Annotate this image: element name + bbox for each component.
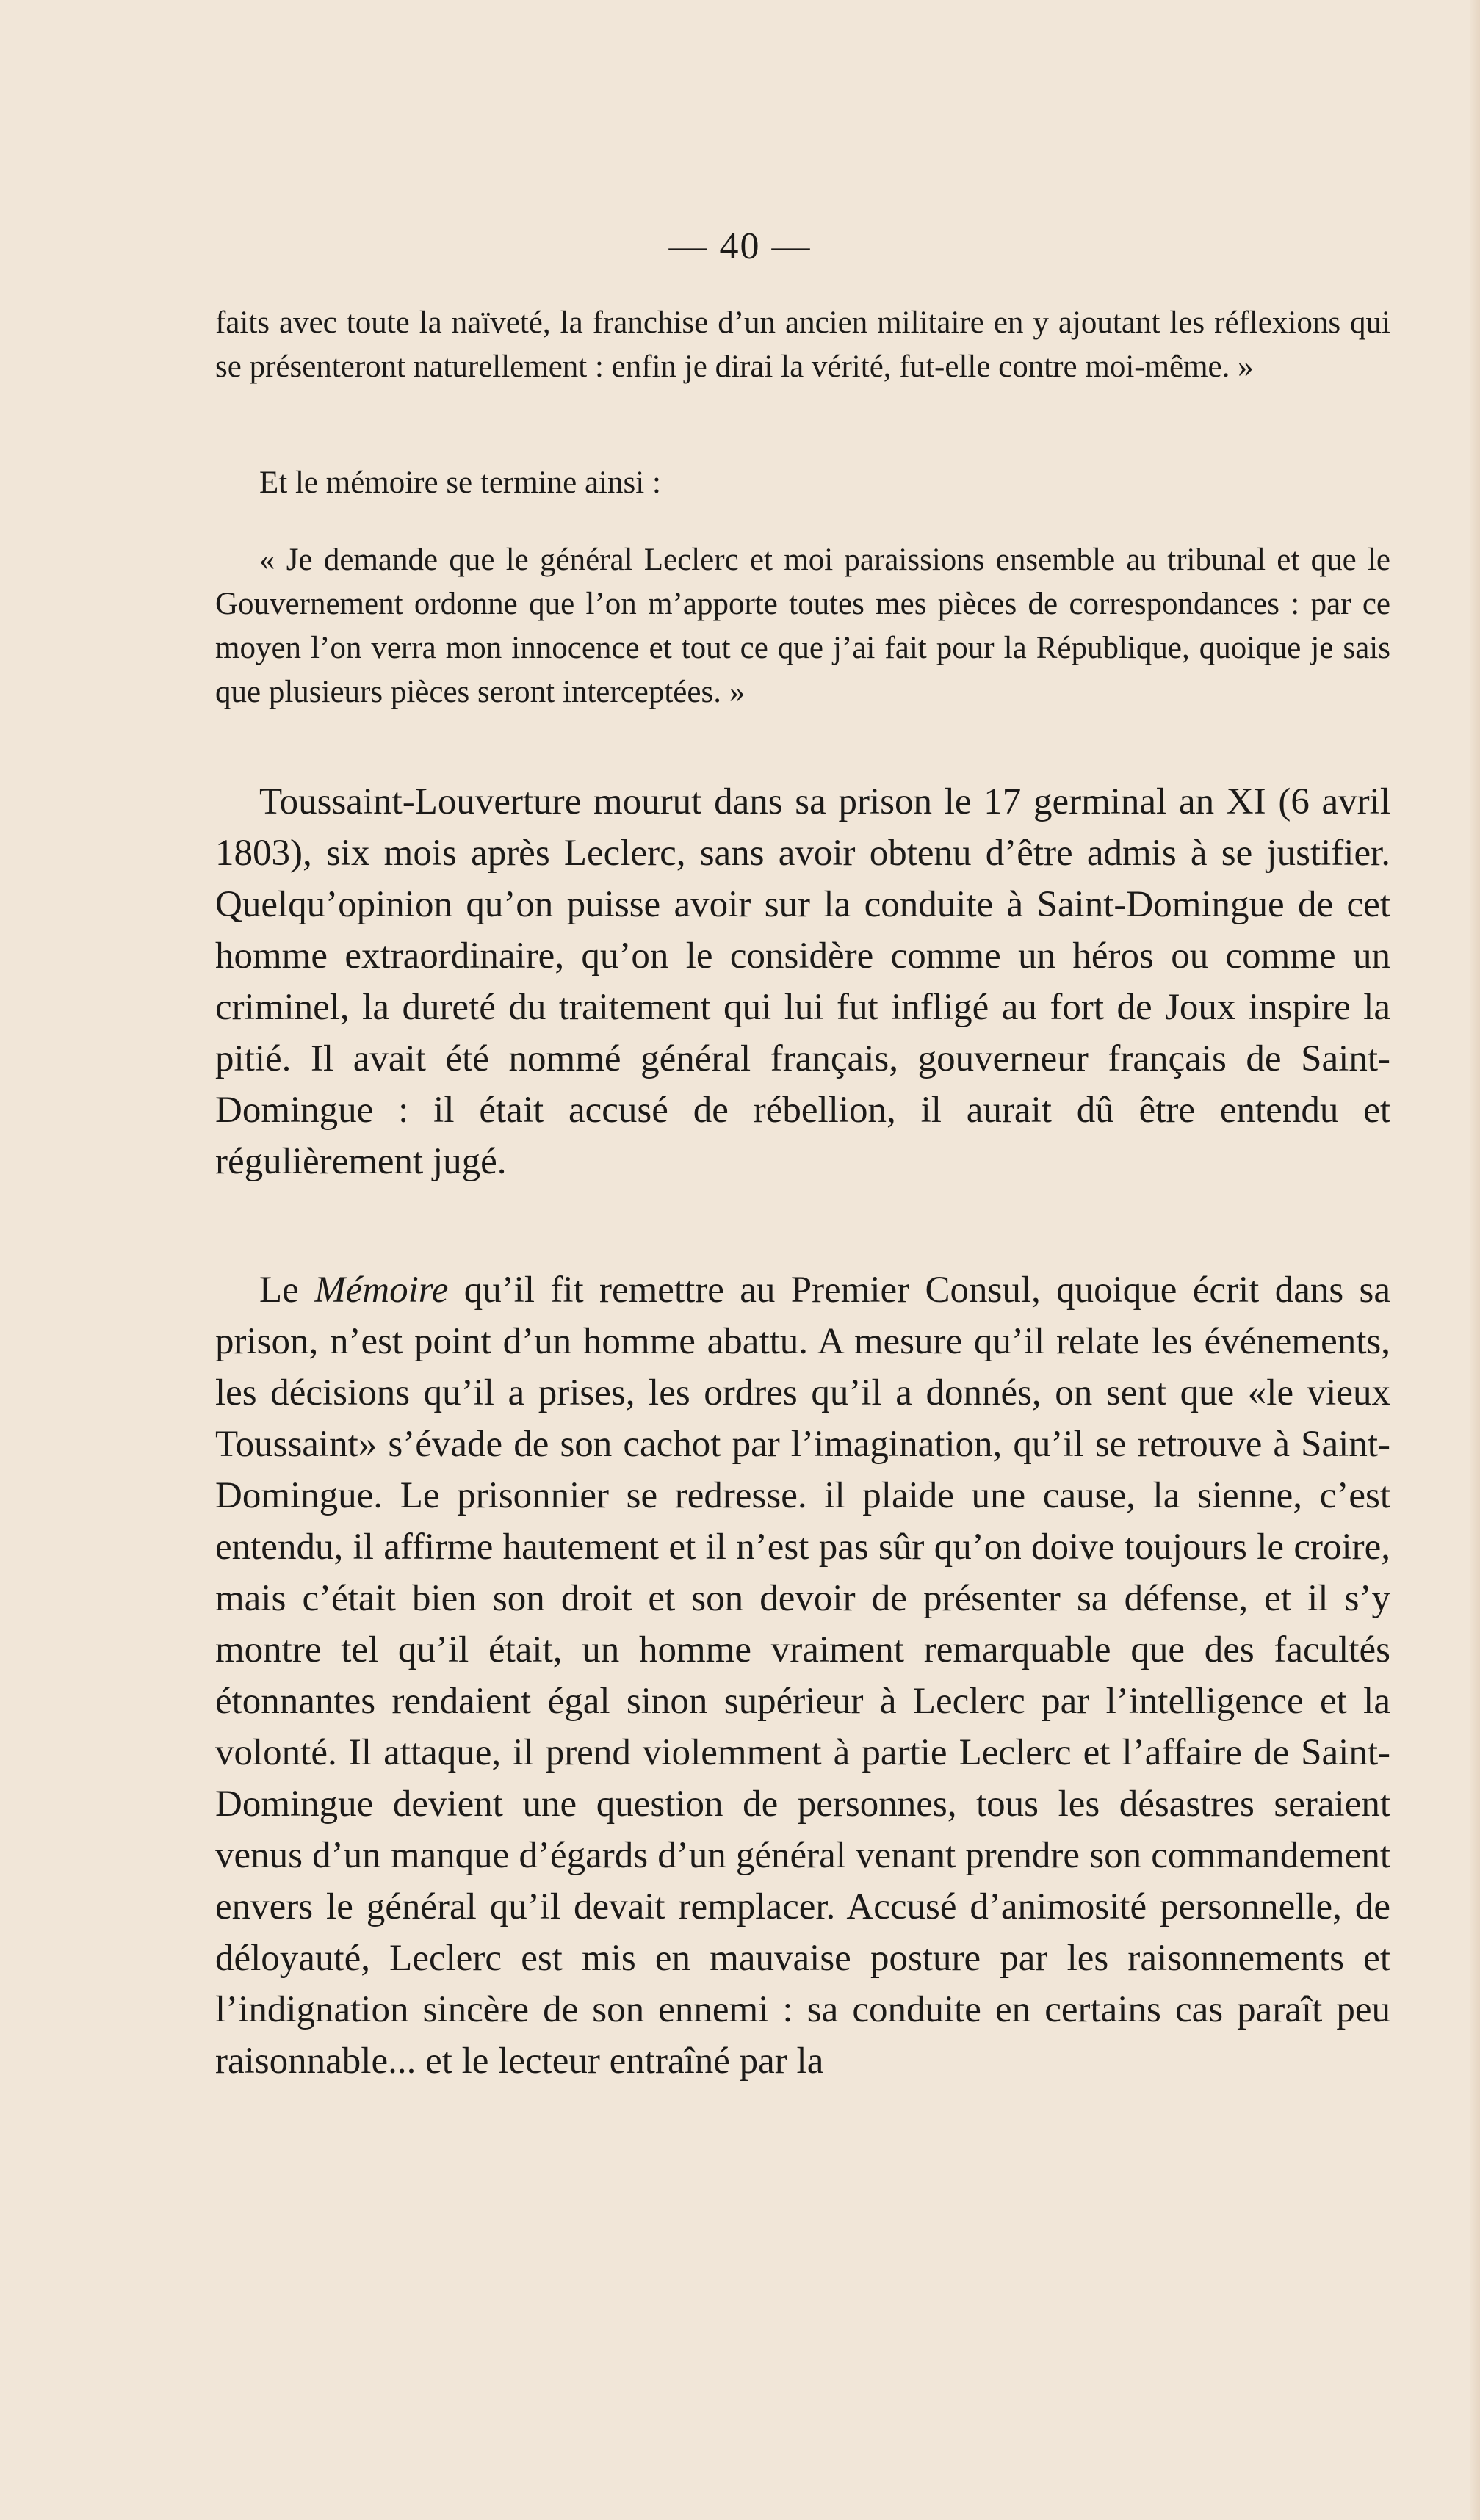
memoire-title: Mémoire	[314, 1270, 449, 1311]
paragraph-intro: Et le mémoire se termine ainsi :	[259, 466, 661, 500]
paragraph-quote-end: faits avec toute la naïveté, la franchise d’un ancien militaire en y ajoutant les réflexions qui se présenteront naturellement : enfin je dirai la vérité, fut-elle contre moi-même. »	[215, 305, 1390, 384]
paragraph-body-1: Toussaint-Louverture mourut dans sa prison le 17 germinal an XI (6 avril 1803), six mois après Leclerc, sans avoir obtenu d’être admis à se justifier. Quelqu’opinion qu’on puisse avoir sur la conduite à Saint-Domingue de cet homme extraordinaire, qu’on le considère comme un héros ou comme un criminel, la dureté du traitement qui lui fut infligé au fort de Joux inspire la pitié. Il avait été nommé général français, gouverneur français de Saint-Domingue : il était accusé de rébellion, il aurait dû être entendu et régulièrement jugé.	[215, 781, 1390, 1182]
paragraph-body-2-lead: Le	[259, 1270, 315, 1311]
page-number: — 40 —	[668, 225, 812, 267]
paragraph-body-2-rest: qu’il fit remettre au Premier Consul, quoique écrit dans sa prison, n’est point d’un homme abattu. A mesure qu’il relate les événements, les décisions qu’il a prises, les ordres qu’il a donnés, on sent que «le vieux Toussaint» s’évade de son cachot par l’imagination, qu’il se retrouve à Saint-Domingue. Le prisonnier se redresse. il plaide une cause, la sienne, c’est entendu, il affirme hautement et il n’est pas sûr qu’on doive toujours le croire, mais c’était bien son droit et son devoir de présenter sa défense, et il s’y montre tel qu’il était, un homme vraiment remarquable que des facultés étonnantes rendaient égal sinon supérieur à Leclerc par l’intelligence et la volonté. Il attaque, il prend violemment à partie Leclerc et l’affaire de Saint-Domingue devient une question de personnes, tous les désastres seraient venus d’un manque d’égards d’un général venant prendre son commandement envers le général qu’il devait remplacer. Accusé d’animosité personnelle, de déloyauté, Leclerc est mis en mauvaise posture par les raisonnements et l’indignation sincère de son ennemi : sa conduite en certains cas paraît peu raisonnable... et le lecteur entraîné par la	[215, 1270, 1390, 2082]
paragraph-quote: « Je demande que le général Leclerc et moi paraissions ensemble au tribunal et que le Gouvernement ordonne que l’on m’apporte toutes mes pièces de correspondances : par ce moyen l’on verra mon innocence et tout ce que j’ai fait pour la République, quoique je sais que plusieurs pièces seront interceptées. »	[215, 543, 1390, 709]
paragraph-body-2	[215, 1264, 1390, 2087]
page-edge	[1470, 0, 1480, 2520]
